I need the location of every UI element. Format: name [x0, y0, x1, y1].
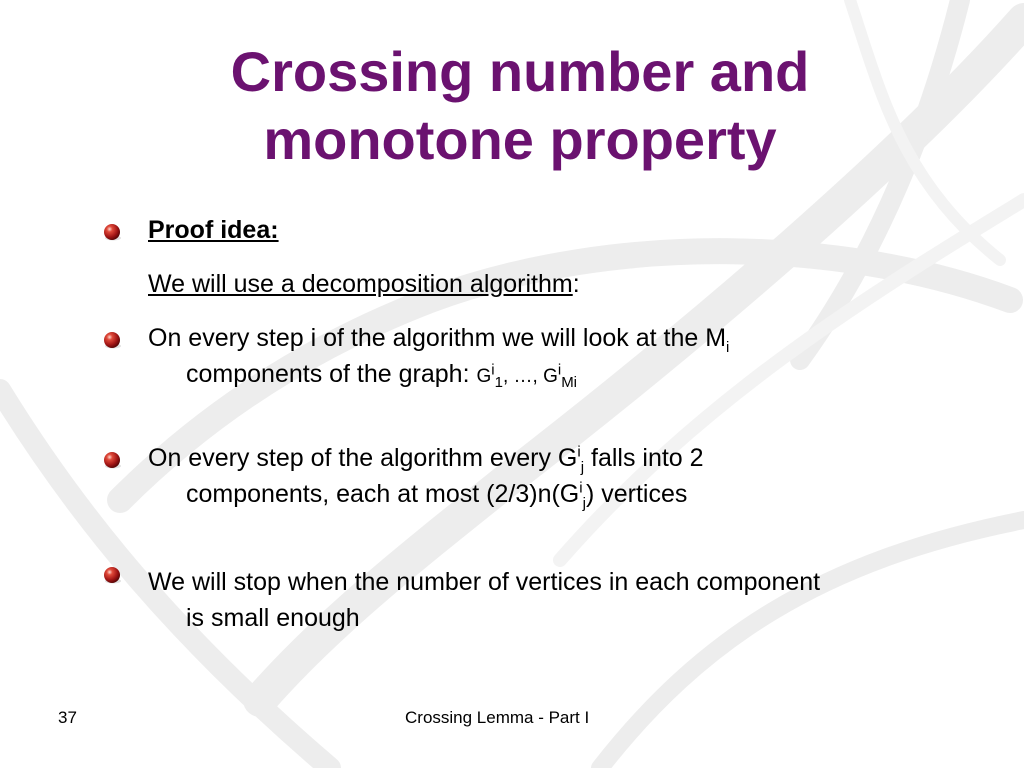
g-subscript-2: j	[582, 495, 586, 512]
step-i-line-1	[148, 320, 729, 356]
title-line-2: monotone property	[263, 108, 777, 171]
decomposition-suffix: :	[572, 270, 580, 298]
stop-line-2: is small enough	[186, 604, 360, 632]
vertices-text: ) vertices	[585, 480, 688, 508]
slide-title	[120, 38, 920, 174]
decomposition-line	[148, 266, 580, 302]
step-split-line-1	[148, 440, 704, 476]
step-split-line-2	[186, 476, 687, 512]
g-subscript: j	[580, 459, 585, 476]
m-subscript: i	[726, 339, 730, 356]
stop-line-1: We will stop when the number of vertices in each component	[148, 568, 821, 596]
red-sphere-bullet-icon	[102, 565, 122, 585]
title-line-1: Crossing number and	[230, 40, 810, 103]
decomposition-text: We will use a decomposition algorithm	[148, 270, 573, 298]
g-first: $G^i_1$, …, $G^i_{Mi}$	[476, 361, 578, 391]
falls-into-text: falls into 2	[584, 444, 704, 472]
page-number: 37	[58, 708, 77, 727]
g-superscript: i	[577, 443, 581, 461]
each-at-most-text: components, each at most (2/3)n(G	[186, 480, 580, 508]
red-sphere-bullet-icon	[102, 450, 122, 470]
step-i-text: On every step i of the algorithm we will look at the M	[148, 324, 727, 352]
footer-title: Crossing Lemma - Part I	[405, 708, 590, 727]
step-i-line-2	[186, 356, 577, 395]
proof-idea-heading: Proof idea:	[148, 216, 279, 244]
components-text: components of the graph:	[186, 360, 477, 388]
red-sphere-bullet-icon	[102, 222, 122, 242]
red-sphere-bullet-icon	[102, 330, 122, 350]
step-split-text: On every step of the algorithm every G	[148, 444, 578, 472]
g-superscript-2: i	[579, 479, 583, 497]
